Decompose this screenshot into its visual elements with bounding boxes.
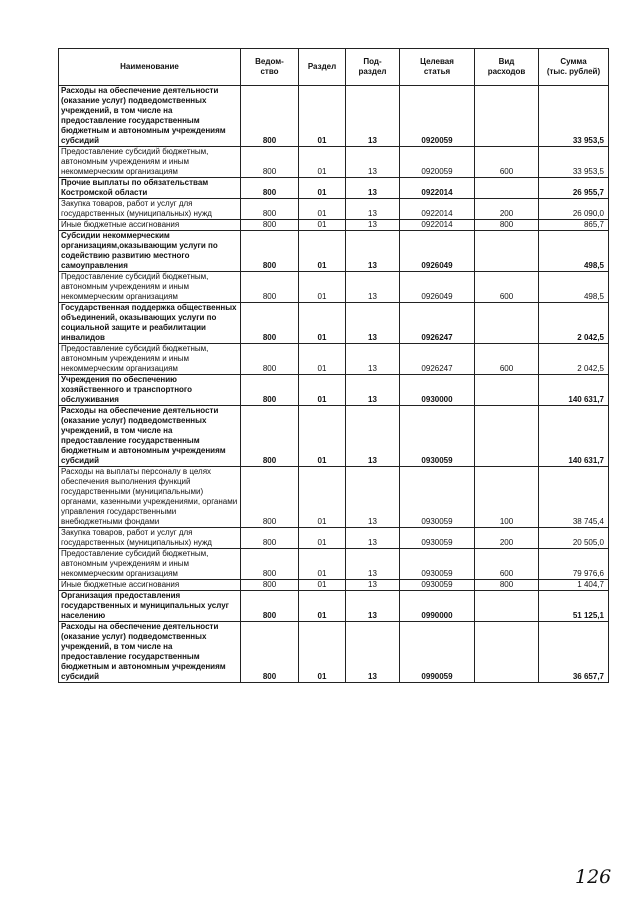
cell-ved: 800: [241, 199, 299, 220]
cell-expense-type: 100: [475, 467, 539, 528]
cell-expense-type: 600: [475, 147, 539, 178]
cell-expense-type: [475, 622, 539, 683]
cell-target-article: 0930000: [400, 375, 475, 406]
cell-expense-type: 600: [475, 344, 539, 375]
cell-name: Государственная поддержка общественных объединений, оказывающих услуги по социальной защите и реабилитации инвалидов: [59, 303, 241, 344]
cell-sum: 26 955,7: [539, 178, 609, 199]
cell-sum: 38 745,4: [539, 467, 609, 528]
cell-expense-type: [475, 375, 539, 406]
cell-expense-type: 600: [475, 272, 539, 303]
table-row: [59, 591, 609, 622]
cell-target-article: 0990059: [400, 622, 475, 683]
cell-razdel: 01: [299, 147, 346, 178]
cell-ved: 800: [241, 147, 299, 178]
table-row: [59, 303, 609, 344]
cell-name: Закупка товаров, работ и услуг для государственных (муниципальных) нужд: [59, 199, 241, 220]
cell-podrazdel: 13: [346, 344, 400, 375]
cell-ved: 800: [241, 272, 299, 303]
cell-razdel: 01: [299, 86, 346, 147]
cell-podrazdel: 13: [346, 199, 400, 220]
cell-sum: 36 657,7: [539, 622, 609, 683]
cell-expense-type: [475, 178, 539, 199]
cell-sum: 498,5: [539, 231, 609, 272]
cell-razdel: 01: [299, 406, 346, 467]
budget-table: [58, 48, 609, 683]
cell-name: Расходы на выплаты персоналу в целях обеспечения выполнения функций государственными (муниципальными) органами, казенными учреждениями, органами управления государственными внебюджетными фондами: [59, 467, 241, 528]
cell-razdel: 01: [299, 549, 346, 580]
cell-expense-type: 600: [475, 549, 539, 580]
cell-ved: 800: [241, 303, 299, 344]
cell-ved: 800: [241, 375, 299, 406]
header-ved: Ведом- ство: [241, 49, 299, 86]
cell-target-article: 0922014: [400, 178, 475, 199]
cell-sum: 865,7: [539, 220, 609, 231]
table-row: [59, 344, 609, 375]
cell-ved: 800: [241, 580, 299, 591]
cell-razdel: 01: [299, 272, 346, 303]
cell-ved: 800: [241, 622, 299, 683]
cell-name: Расходы на обеспечение деятельности (оказание услуг) подведомственных учреждений, в том числе на предоставление государственным бюджетным и автономным учреждениям субсидий: [59, 406, 241, 467]
cell-ved: 800: [241, 344, 299, 375]
cell-ved: 800: [241, 86, 299, 147]
cell-name: Предоставление субсидий бюджетным, автономным учреждениям и иным некоммерческим организациям: [59, 272, 241, 303]
header-razdel: Раздел: [299, 49, 346, 86]
cell-target-article: 0926049: [400, 231, 475, 272]
cell-expense-type: [475, 231, 539, 272]
cell-ved: 800: [241, 178, 299, 199]
table-row: [59, 231, 609, 272]
table-row: [59, 199, 609, 220]
cell-sum: 2 042,5: [539, 344, 609, 375]
cell-podrazdel: 13: [346, 580, 400, 591]
cell-name: Учреждения по обеспечению хозяйственного и транспортного обслуживания: [59, 375, 241, 406]
cell-razdel: 01: [299, 622, 346, 683]
header-name: Наименование: [59, 49, 241, 86]
cell-razdel: 01: [299, 344, 346, 375]
table-header-row: [59, 49, 609, 86]
cell-target-article: 0930059: [400, 549, 475, 580]
cell-podrazdel: 13: [346, 303, 400, 344]
table-row: [59, 375, 609, 406]
cell-sum: 140 631,7: [539, 406, 609, 467]
table-body: [59, 86, 609, 683]
cell-sum: 20 505,0: [539, 528, 609, 549]
cell-sum: 33 953,5: [539, 86, 609, 147]
table-row: [59, 549, 609, 580]
table-row: [59, 406, 609, 467]
header-expense-type: Вид расходов: [475, 49, 539, 86]
cell-sum: 140 631,7: [539, 375, 609, 406]
cell-name: Закупка товаров, работ и услуг для государственных (муниципальных) нужд: [59, 528, 241, 549]
cell-name: Субсидии некоммерческим организациям,оказывающим услуги по содействию развитию местного самоуправления: [59, 231, 241, 272]
cell-target-article: 0920059: [400, 147, 475, 178]
table-row: [59, 467, 609, 528]
cell-sum: 33 953,5: [539, 147, 609, 178]
cell-razdel: 01: [299, 199, 346, 220]
cell-ved: 800: [241, 591, 299, 622]
cell-razdel: 01: [299, 591, 346, 622]
cell-expense-type: [475, 86, 539, 147]
cell-ved: 800: [241, 220, 299, 231]
cell-podrazdel: 13: [346, 220, 400, 231]
cell-podrazdel: 13: [346, 622, 400, 683]
cell-podrazdel: 13: [346, 528, 400, 549]
cell-ved: 800: [241, 528, 299, 549]
cell-name: Предоставление субсидий бюджетным, автономным учреждениям и иным некоммерческим организациям: [59, 344, 241, 375]
cell-expense-type: 200: [475, 528, 539, 549]
cell-razdel: 01: [299, 375, 346, 406]
cell-target-article: 0922014: [400, 220, 475, 231]
cell-name: Предоставление субсидий бюджетным, автономным учреждениям и иным некоммерческим организациям: [59, 549, 241, 580]
cell-name: Организация предоставления государственных и муниципальных услуг населению: [59, 591, 241, 622]
cell-razdel: 01: [299, 220, 346, 231]
cell-podrazdel: 13: [346, 231, 400, 272]
cell-name: Иные бюджетные ассигнования: [59, 220, 241, 231]
cell-podrazdel: 13: [346, 147, 400, 178]
cell-name: Иные бюджетные ассигнования: [59, 580, 241, 591]
cell-podrazdel: 13: [346, 178, 400, 199]
cell-target-article: 0930059: [400, 406, 475, 467]
header-podrazdel: Под- раздел: [346, 49, 400, 86]
header-target-article: Целевая статья: [400, 49, 475, 86]
cell-razdel: 01: [299, 178, 346, 199]
cell-sum: 498,5: [539, 272, 609, 303]
cell-target-article: 0930059: [400, 528, 475, 549]
cell-podrazdel: 13: [346, 272, 400, 303]
cell-target-article: 0920059: [400, 86, 475, 147]
cell-razdel: 01: [299, 528, 346, 549]
table-row: [59, 178, 609, 199]
cell-razdel: 01: [299, 231, 346, 272]
cell-target-article: 0930059: [400, 580, 475, 591]
cell-sum: 2 042,5: [539, 303, 609, 344]
cell-podrazdel: 13: [346, 591, 400, 622]
table-row: [59, 272, 609, 303]
cell-target-article: 0922014: [400, 199, 475, 220]
table-row: [59, 220, 609, 231]
cell-name: Расходы на обеспечение деятельности (оказание услуг) подведомственных учреждений, в том числе на предоставление государственным бюджетным и автономным учреждениям субсидий: [59, 622, 241, 683]
cell-podrazdel: 13: [346, 406, 400, 467]
table-row: [59, 86, 609, 147]
table-row: [59, 580, 609, 591]
cell-target-article: 0990000: [400, 591, 475, 622]
cell-expense-type: [475, 591, 539, 622]
cell-expense-type: [475, 303, 539, 344]
table-row: [59, 147, 609, 178]
cell-name: Предоставление субсидий бюджетным, автономным учреждениям и иным некоммерческим организациям: [59, 147, 241, 178]
cell-expense-type: 200: [475, 199, 539, 220]
cell-podrazdel: 13: [346, 86, 400, 147]
cell-razdel: 01: [299, 580, 346, 591]
cell-ved: 800: [241, 467, 299, 528]
cell-expense-type: 800: [475, 220, 539, 231]
cell-razdel: 01: [299, 303, 346, 344]
cell-razdel: 01: [299, 467, 346, 528]
cell-target-article: 0926247: [400, 303, 475, 344]
cell-ved: 800: [241, 406, 299, 467]
cell-sum: 51 125,1: [539, 591, 609, 622]
cell-name: Прочие выплаты по обязательствам Костромской области: [59, 178, 241, 199]
cell-expense-type: [475, 406, 539, 467]
cell-podrazdel: 13: [346, 549, 400, 580]
cell-target-article: 0930059: [400, 467, 475, 528]
cell-podrazdel: 13: [346, 375, 400, 406]
budget-table-page: [58, 48, 608, 683]
cell-podrazdel: 13: [346, 467, 400, 528]
page-number: 126: [575, 866, 612, 888]
cell-sum: 26 090,0: [539, 199, 609, 220]
cell-ved: 800: [241, 549, 299, 580]
cell-sum: 79 976,6: [539, 549, 609, 580]
table-row: [59, 622, 609, 683]
cell-target-article: 0926049: [400, 272, 475, 303]
cell-expense-type: 800: [475, 580, 539, 591]
cell-ved: 800: [241, 231, 299, 272]
cell-name: Расходы на обеспечение деятельности (оказание услуг) подведомственных учреждений, в том числе на предоставление государственным бюджетным и автономным учреждениям субсидий: [59, 86, 241, 147]
cell-sum: 1 404,7: [539, 580, 609, 591]
cell-target-article: 0926247: [400, 344, 475, 375]
table-row: [59, 528, 609, 549]
header-sum: Сумма (тыс. рублей): [539, 49, 609, 86]
